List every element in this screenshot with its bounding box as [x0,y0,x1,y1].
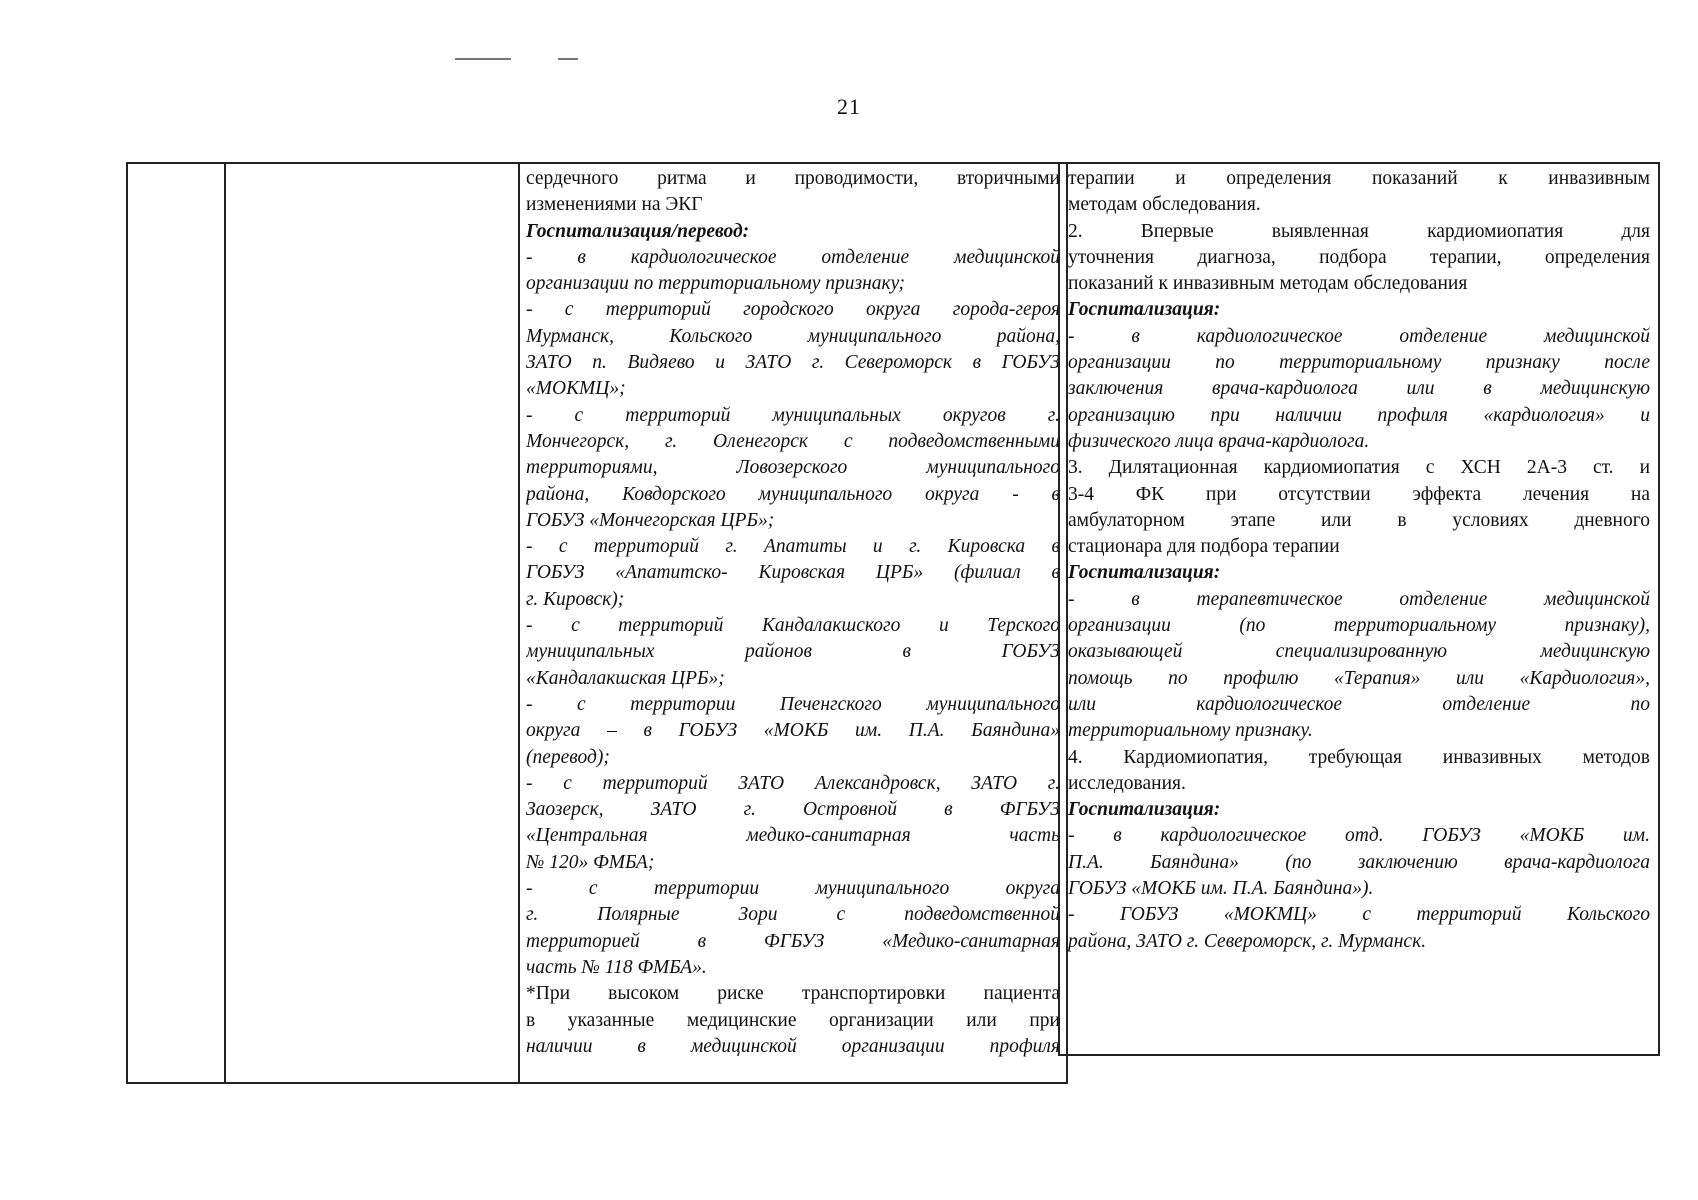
text-line: г. Кировск); [526,588,625,610]
text-line: - с территории муниципального округа [526,878,1060,900]
text-line: организацию при наличии профиля «кардиология» и [1068,404,1650,426]
text-line: помощь по профилю «Терапия» или «Кардиология», [1068,667,1650,689]
text-line: методам обследования. [1068,194,1261,216]
text-line: амбулаторном этапе или в условиях дневного [1068,509,1650,531]
text-line: 3. Дилятационная кардиомиопатия с ХСН 2А-3 ст. и [1068,457,1650,479]
text-line: района, ЗАТО г. Североморск, г. Мурманск. [1068,930,1427,952]
text-line: - с территорий муниципальных округов г. [526,404,1060,426]
text-line: физического лица врача-кардиолога. [1068,430,1370,452]
text-line: Госпитализация/перевод: [526,220,750,242]
text-line: - с территории Печенгского муниципального [526,693,1060,715]
text-line: показаний к инвазивным методам обследования [1068,273,1468,295]
text-line: в указанные медицинские организации или при [526,1009,1060,1031]
text-line: № 120» ФМБА; [526,851,655,873]
text-line: - в терапевтическое отделение медицинской [1068,588,1650,610]
text-line: сердечного ритма и проводимости, вторичными [526,168,1060,189]
text-line: организации (по территориальному признаку), [1068,615,1650,637]
text-line: муниципальных районов в ГОБУЗ [526,641,1060,663]
text-line: заключения врача-кардиолога или в медицинскую [1068,378,1650,400]
text-line: или кардиологическое отделение по [1068,693,1650,715]
table-column-2 [224,162,518,1084]
text-line: Заозерск, ЗАТО г. Островной в ФГБУЗ [526,799,1060,821]
text-line: района, Ковдорского муниципального округа - в [526,483,1060,505]
text-line: «Центральная медико-санитарная часть [526,825,1060,847]
text-line: - с территорий ЗАТО Александровск, ЗАТО г. [526,772,1060,794]
table-column-indications [1058,162,1660,1056]
text-line: территориальному признаку. [1068,720,1313,742]
text-line: «Кандалакшская ЦРБ»; [526,667,725,689]
text-line: часть № 118 ФМБА». [526,956,707,978]
text-line: организации по территориальному признаку; [526,273,906,295]
text-line: уточнения диагноза, подбора терапии, определения [1068,246,1650,268]
text-line: ГОБУЗ «Апатитско- Кировская ЦРБ» (филиал в [526,562,1060,584]
text-line: 2. Впервые выявленная кардиомиопатия для [1068,220,1650,242]
text-line: - ГОБУЗ «МОКМЦ» с территорий Кольского [1068,904,1650,926]
text-line: Госпитализация: [1068,562,1221,584]
text-line: терапии и определения показаний к инвазивным [1068,168,1650,189]
text-line: П.А. Баяндина» (по заключению врача-кардиолога [1068,851,1650,873]
text-line: территориями, Ловозерского муниципального [526,457,1060,479]
text-line: «МОКМЦ»; [526,378,626,400]
text-line: Мончегорск, г. Оленегорск с подведомственными [526,430,1060,452]
text-line: *При высоком риске транспортировки пациента [526,983,1060,1005]
text-line: ГОБУЗ «МОКБ им. П.А. Баяндина»). [1068,878,1374,900]
text-line: изменениями на ЭКГ [526,194,703,216]
text-line: - в кардиологическое отделение медицинской [526,246,1060,268]
scan-artifact [558,58,578,60]
text-line: - в кардиологическое отд. ГОБУЗ «МОКБ им. [1068,825,1650,847]
text-line: - с территорий городского округа города-героя [526,299,1060,321]
scan-artifact [455,58,511,60]
table-column-1 [126,162,224,1084]
text-line: - в кардиологическое отделение медицинской [1068,325,1650,347]
text-line: - с территорий г. Апатиты и г. Кировска в [526,536,1060,558]
document-table [126,162,1660,1084]
text-line: наличии в медицинской организации профиля [526,1035,1060,1057]
text-line: 3-4 ФК при отсутствии эффекта лечения на [1068,483,1650,505]
text-line: округа – в ГОБУЗ «МОКБ им. П.А. Баяндина» [526,720,1060,742]
text-line: г. Полярные Зори с подведомственной [526,904,1060,926]
text-line: Госпитализация: [1068,799,1221,821]
text-line: 4. Кардиомиопатия, требующая инвазивных методов [1068,746,1650,768]
text-line: (перевод); [526,746,610,768]
text-line: Мурманск, Кольского муниципального района, [526,325,1060,347]
page-number: 21 [837,94,861,119]
text-line: ГОБУЗ «Мончегорская ЦРБ»; [526,509,775,531]
text-line: - с территорий Кандалакшского и Терского [526,615,1060,637]
text-line: оказывающей специализированную медицинскую [1068,641,1650,663]
table-column-hospitalization-routing [518,162,1068,1084]
text-line: ЗАТО п. Видяево и ЗАТО г. Североморск в ГОБУЗ [526,352,1060,374]
text-line: исследования. [1068,772,1186,794]
text-line: Госпитализация: [1068,299,1221,321]
text-line: стационара для подбора терапии [1068,536,1340,558]
text-line: территорией в ФГБУЗ «Медико-санитарная [526,930,1060,952]
text-line: организации по территориальному признаку после [1068,352,1650,374]
